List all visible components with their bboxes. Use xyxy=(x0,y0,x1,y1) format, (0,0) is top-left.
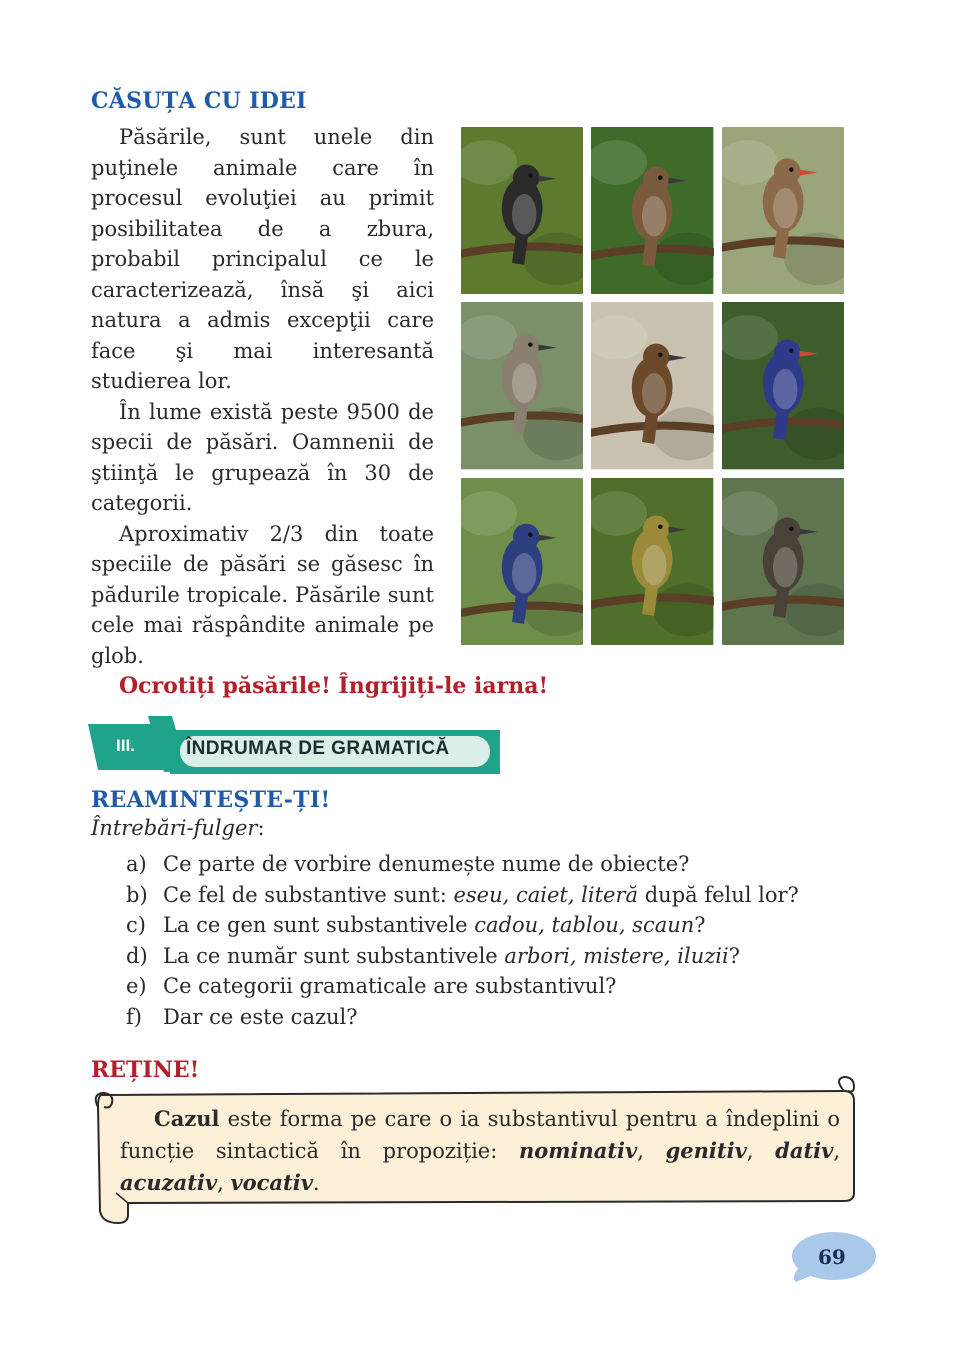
bird-photo xyxy=(722,302,844,469)
paragraph-2: În lume există peste 9500 de specii de păsări. Oamnenii de ştiinţă le grupează în 30 de categorii. xyxy=(91,399,434,515)
case-acuzativ: acuzativ xyxy=(120,1170,218,1195)
bird-photo xyxy=(591,478,713,645)
question-item xyxy=(126,971,799,1002)
question-label: b) xyxy=(126,882,148,907)
separator: , xyxy=(637,1139,666,1163)
question-text: Dar ce este cazul? xyxy=(163,1004,358,1029)
question-italic: eseu, caiet, literă xyxy=(453,882,639,907)
retine-bold-word: Cazul xyxy=(154,1106,220,1131)
question-tail: după felul lor? xyxy=(638,882,799,907)
question-item xyxy=(126,941,799,972)
bird-photo xyxy=(461,302,583,469)
questions-intro-italic: Întrebări-fulger xyxy=(91,816,258,840)
paragraph-3: Aproximativ 2/3 din toate speciile de păsări se găsesc în pădurile tropicale. Păsările sunt cele mai răspândite animale pe glob. xyxy=(91,521,434,668)
case-genitiv: genitiv xyxy=(665,1138,747,1163)
banner-number: III. xyxy=(116,736,135,755)
question-item xyxy=(126,880,799,911)
question-italic: arbori, mistere, iluzii xyxy=(504,943,729,968)
scroll-curl-right xyxy=(839,1077,854,1092)
question-item xyxy=(126,910,799,941)
bird-photo xyxy=(591,127,713,294)
case-dativ: dativ xyxy=(775,1138,834,1163)
birds-photo-grid xyxy=(461,127,844,645)
question-text: Ce parte de vorbire denumește nume de obiecte? xyxy=(163,852,690,876)
retine-paragraph xyxy=(120,1103,840,1199)
question-item xyxy=(126,1002,799,1033)
bird-photo xyxy=(722,478,844,645)
bird-photo xyxy=(591,302,713,469)
separator: , xyxy=(746,1139,776,1163)
bird-photo xyxy=(461,127,583,294)
case-vocativ: vocativ xyxy=(230,1170,313,1195)
page-number: 69 xyxy=(818,1245,846,1269)
separator: , xyxy=(217,1171,231,1195)
separator: , xyxy=(833,1139,841,1163)
question-item xyxy=(126,849,799,880)
question-label: c) xyxy=(126,913,146,937)
questions-list xyxy=(126,849,799,1032)
retine-text xyxy=(120,1103,840,1199)
banner-title: ÎNDRUMAR DE GRAMATICĂ xyxy=(186,738,450,759)
paragraph-1: Păsările, sunt unele din puţinele animale care în procesul evoluţiei au primit posibilitatea de a zbura, probabil principalul ce le caracterizează, însă şi aici natura a admis excepţii care face şi mai interesantă studierea lor. xyxy=(91,125,434,393)
questions-intro-colon: : xyxy=(257,816,265,840)
bird-photo xyxy=(461,478,583,645)
slogan: Ocrotiți păsările! Îngrijiți-le iarna! xyxy=(119,673,549,699)
intro-text xyxy=(91,122,434,671)
period: . xyxy=(312,1171,320,1195)
questions-intro xyxy=(91,816,265,840)
question-tail: ? xyxy=(694,913,706,937)
reminder-title: REAMINTEȘTE-ȚI! xyxy=(91,787,331,813)
bird-photo xyxy=(722,127,844,294)
question-tail: ? xyxy=(728,943,740,968)
question-text: La ce gen sunt substantivele xyxy=(163,913,475,937)
question-italic: cadou, tablou, scaun xyxy=(474,913,695,937)
case-nominativ: nominativ xyxy=(519,1138,638,1163)
question-text: Ce fel de substantive sunt: xyxy=(163,882,454,907)
question-label: e) xyxy=(126,974,147,998)
question-text: Ce categorii gramaticale are substantivul? xyxy=(163,974,617,998)
question-label: f) xyxy=(126,1004,142,1029)
section-title-idei: CĂSUȚA CU IDEI xyxy=(91,88,307,114)
question-text: La ce număr sunt substantivele xyxy=(163,943,505,968)
retine-body: este forma pe care o ia substantivul pentru a îndeplini o funcție sintactică în propoziție: xyxy=(120,1107,840,1163)
question-label: a) xyxy=(126,852,147,876)
retine-title: REȚINE! xyxy=(91,1057,200,1083)
question-label: d) xyxy=(126,943,148,968)
